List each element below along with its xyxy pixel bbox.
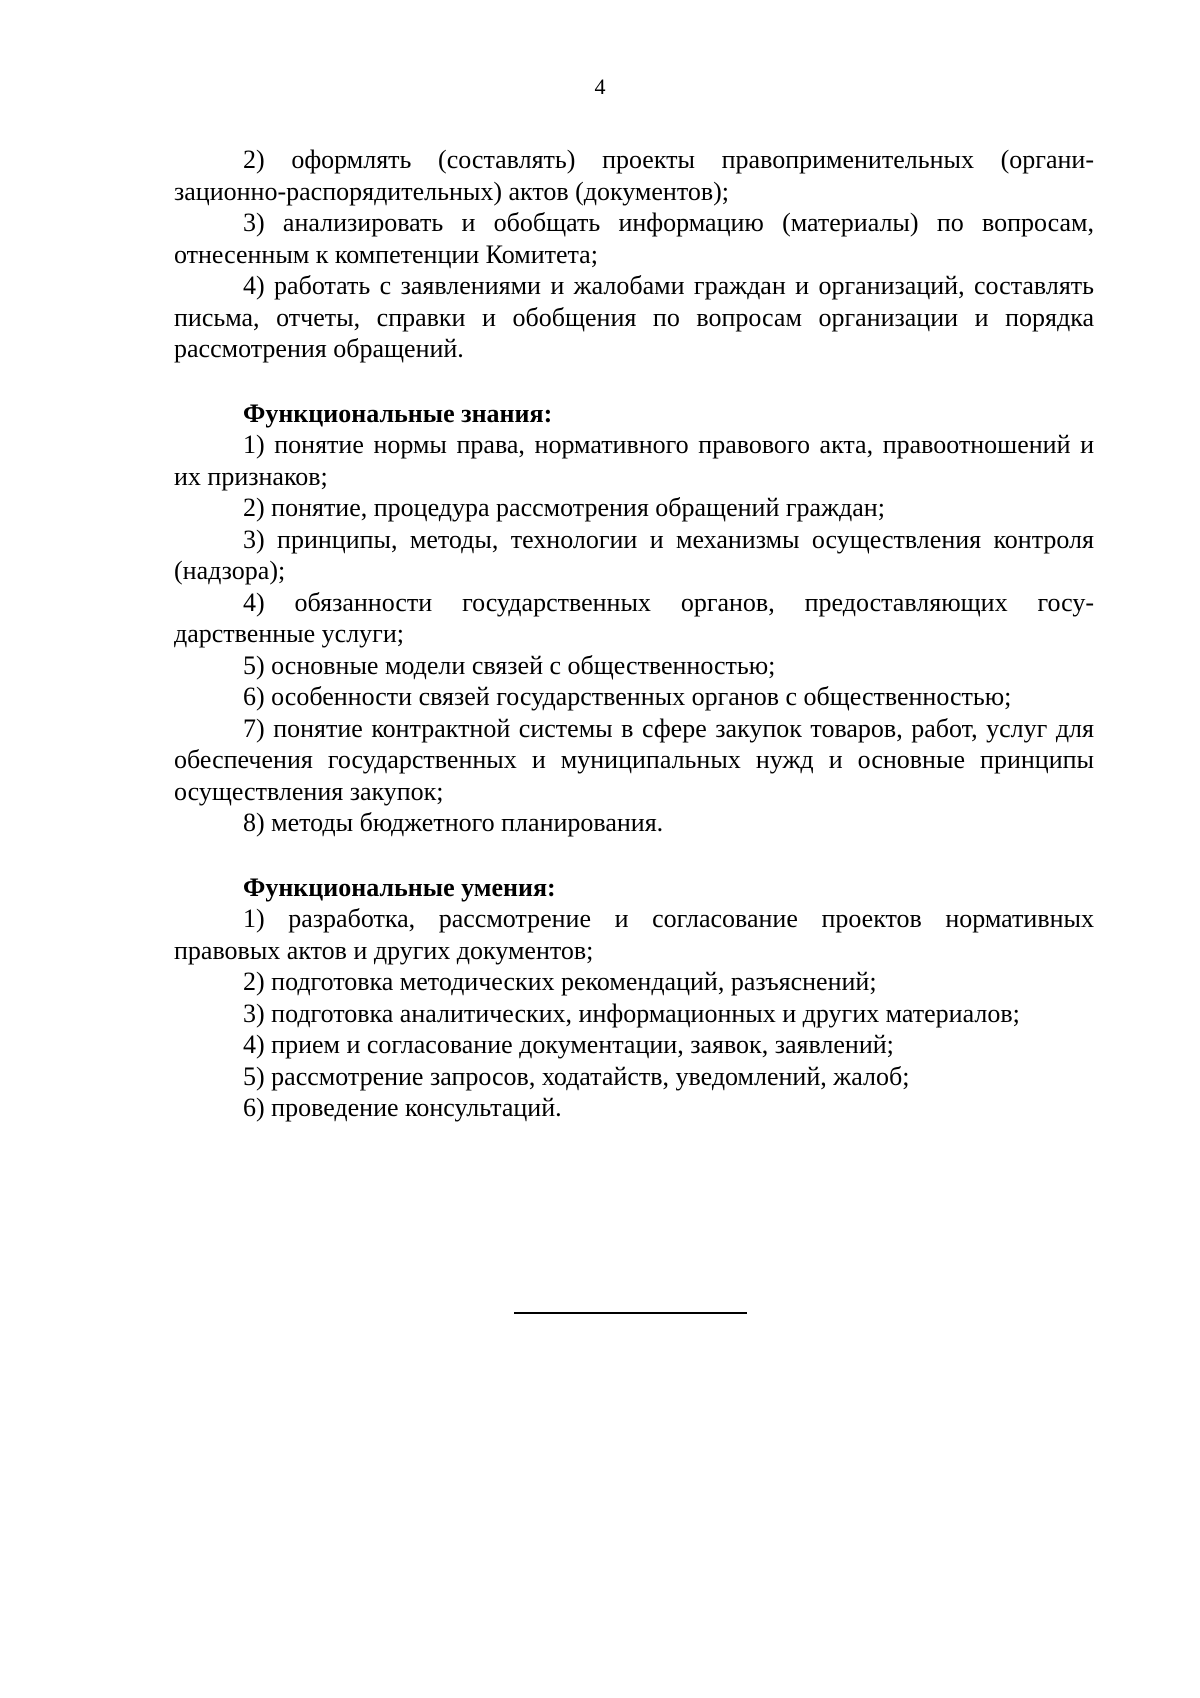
knowledge-item: 4) обязанности государственных органов, предоставляющих государственные услуги; <box>174 587 1094 648</box>
knowledge-item: 8) методы бюджетного планирования. <box>243 808 664 837</box>
skills-item: 3) подготовка аналитических, информационных и других материалов; <box>243 998 1020 1028</box>
skills-heading: Функциональные умения: <box>243 872 556 902</box>
knowledge-item: 5) основные модели связей с общественностью; <box>243 650 776 680</box>
end-rule-divider <box>514 1312 747 1314</box>
knowledge-item: 3) принципы, методы, технологии и механизмы осуществления контроля (надзора); <box>174 524 1094 585</box>
document-body <box>174 144 1094 1124</box>
section-spacer <box>174 365 1094 398</box>
section-spacer <box>174 839 1094 872</box>
skills-item: 2) подготовка методических рекомендаций, разъяснений; <box>243 967 877 996</box>
skills-item: 5) рассмотрение запросов, ходатайств, уведомлений, жалоб; <box>243 1061 910 1091</box>
intro-item: 2) оформлять (составлять) проекты правоприменительных (организационно-распорядительных) актов (документов); <box>174 145 1094 206</box>
knowledge-heading: Функциональные знания: <box>243 398 553 428</box>
skills-item: 6) проведение консультаций. <box>243 1093 562 1122</box>
knowledge-item: 6) особенности связей государственных органов с общественностью; <box>243 682 1012 711</box>
knowledge-item: 1) понятие нормы права, нормативного правового акта, правоотношений и их признаков; <box>174 430 1094 491</box>
intro-item: 3) анализировать и обобщать информацию (материалы) по вопросам, отнесенным к компетенции Комитета; <box>174 208 1094 269</box>
intro-item: 4) работать с заявлениями и жалобами граждан и организаций, составлять письма, отчеты, справки и обобщения по вопросам организации и порядка рассмотрения обращений. <box>174 271 1094 363</box>
skills-item: 1) разработка, рассмотрение и согласование проектов нормативных правовых актов и других документов; <box>174 904 1094 965</box>
page-number: 4 <box>594 74 606 99</box>
skills-item: 4) прием и согласование документации, заявок, заявлений; <box>243 1030 894 1059</box>
knowledge-item: 2) понятие, процедура рассмотрения обращений граждан; <box>243 493 885 522</box>
knowledge-item: 7) понятие контрактной системы в сфере закупок товаров, работ, услуг для обеспечения государственных и муниципальных нужд и основные принципы осуществления закупок; <box>174 713 1094 806</box>
